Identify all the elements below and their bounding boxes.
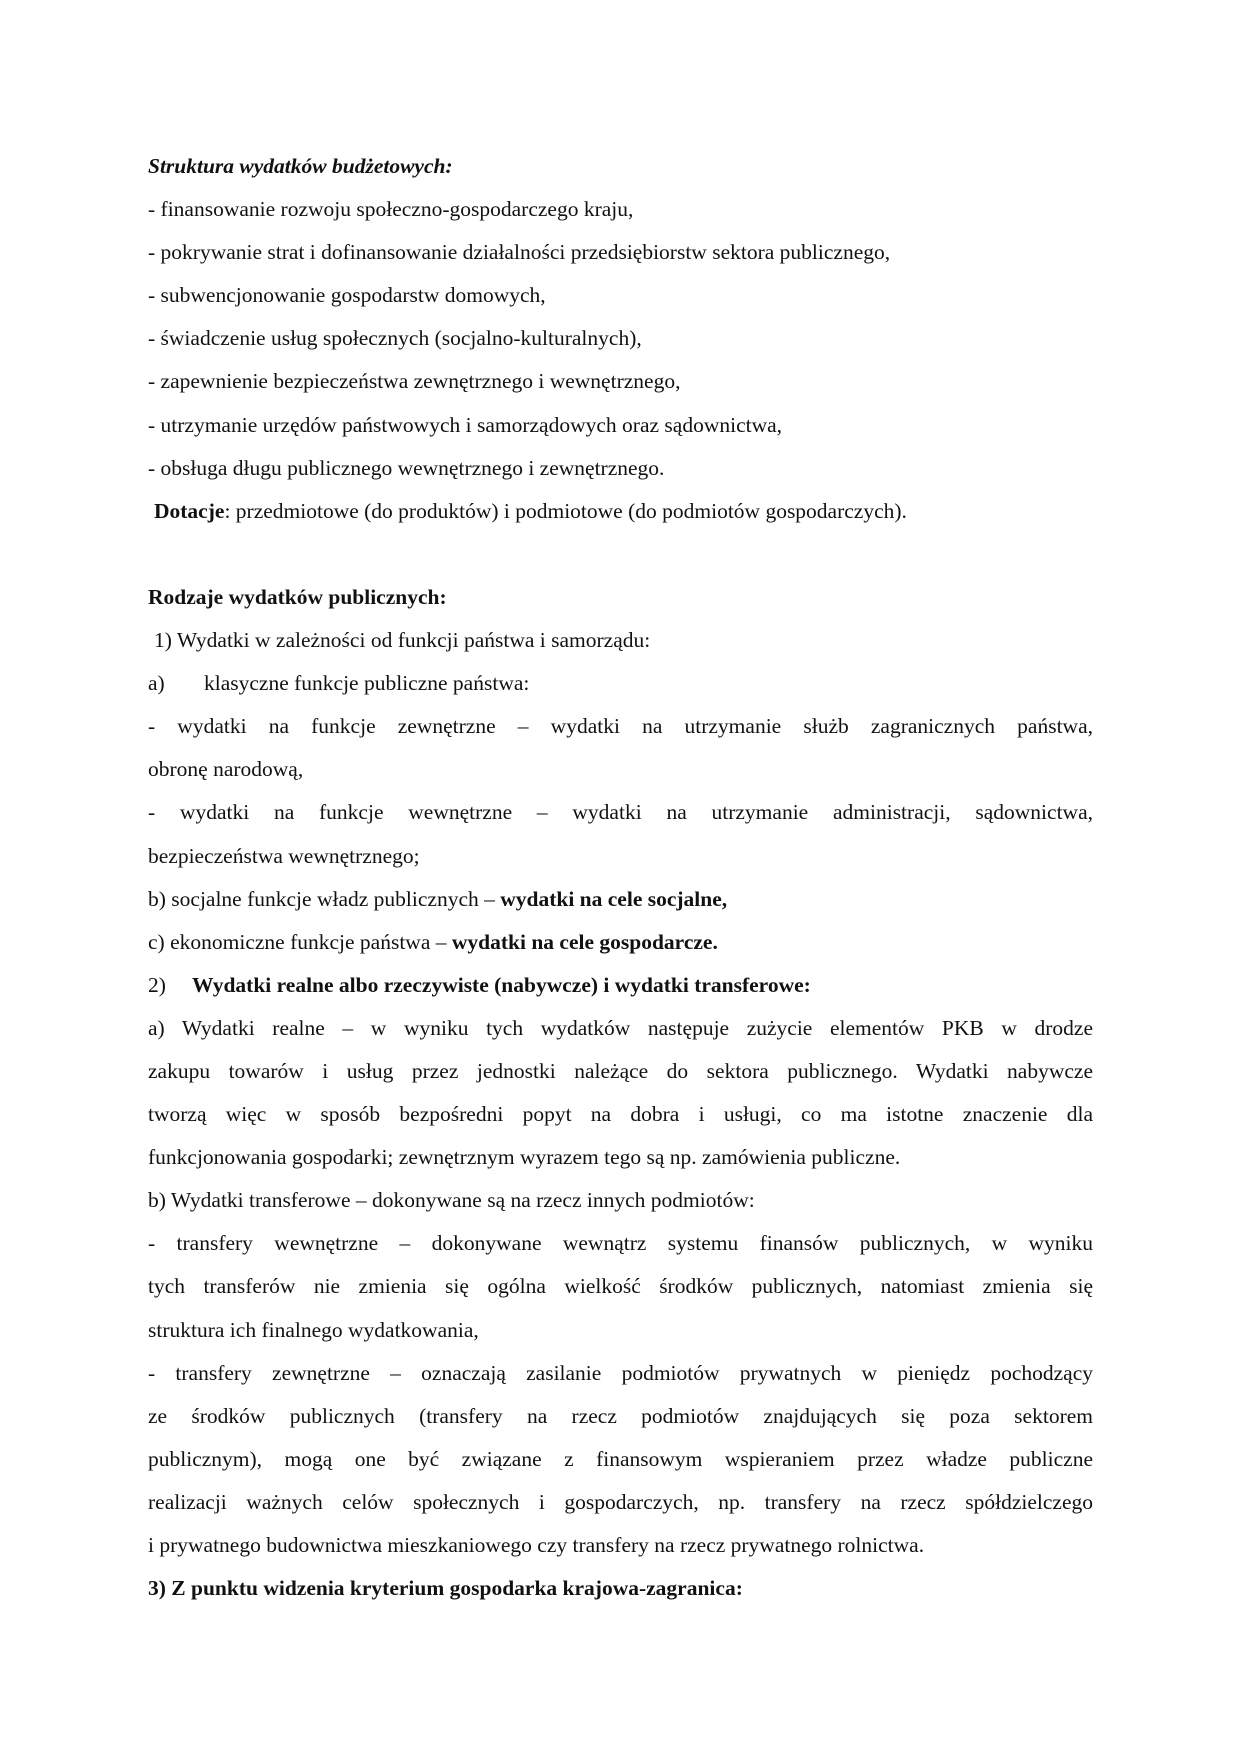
internal-transfers-line: tych transferów nie zmienia się ogólna wielkość środków publicznych, natomiast zmienia się — [148, 1274, 1093, 1299]
list-item: - zapewnienie bezpieczeństwa zewnętrznego i wewnętrznego, — [148, 369, 681, 394]
point-1: 1) Wydatki w zależności od funkcji państwa i samorządu: — [154, 628, 651, 653]
external-transfers-line: ze środków publicznych (transfery na rzecz podmiotów znajdujących się poza sektorem — [148, 1403, 1093, 1428]
list-item: - pokrywanie strat i dofinansowanie działalności przedsiębiorstw sektora publicznego, — [148, 240, 891, 265]
section-heading-struktura: Struktura wydatków budżetowych: — [148, 154, 453, 178]
dotacje-text: : przedmiotowe (do produktów) i podmiotowe (do podmiotów gospodarczych). — [224, 498, 907, 523]
external-transfers-line: i prywatnego budownictwa mieszkaniowego czy transfery na rzecz prywatnego rolnictwa. — [148, 1533, 925, 1557]
point-1b-bold: wydatki na cele socjalne, — [500, 886, 728, 911]
point-2-text: Wydatki realne albo rzeczywiste (nabywcze) i wydatki transferowe: — [192, 972, 811, 997]
external-functions-line2: obronę narodową, — [148, 757, 304, 782]
transfer-expenses-heading: b) Wydatki transferowe – dokonywane są na rzecz innych podmiotów: — [148, 1188, 755, 1213]
list-item: - obsługa długu publicznego wewnętrznego i zewnętrznego. — [148, 455, 665, 480]
dotacje-paragraph — [148, 490, 1093, 533]
section-heading-rodzaje: Rodzaje wydatków publicznych: — [148, 584, 447, 609]
point-1b — [148, 878, 1093, 921]
real-expenses-line: tworzą więc w sposób bezpośredni popyt na dobra i usługi, co ma istotne znaczenie dla — [148, 1102, 1093, 1127]
external-transfers-line: publicznym), mogą one być związane z finansowym wspieraniem przez władze publiczne — [148, 1446, 1093, 1471]
point-2 — [148, 964, 1093, 1007]
external-transfers-line: - transfery zewnętrzne – oznaczają zasilanie podmiotów prywatnych w pieniędz pochodzący — [148, 1360, 1093, 1385]
external-functions-line1: - wydatki na funkcje zewnętrzne – wydatki na utrzymanie służb zagranicznych państwa, — [148, 714, 1093, 739]
point-1a — [148, 662, 1093, 705]
real-expenses-line: funkcjonowania gospodarki; zewnętrznym wyrazem tego są np. zamówienia publiczne. — [148, 1145, 901, 1170]
internal-functions-line1: - wydatki na funkcje wewnętrzne – wydatki na utrzymanie administracji, sądownictwa, — [148, 800, 1093, 825]
document-page — [148, 145, 1093, 1610]
list-item: - świadczenie usług społecznych (socjalno-kulturalnych), — [148, 326, 642, 351]
point-1a-text: klasyczne funkcje publiczne państwa: — [204, 671, 530, 696]
point-1c — [148, 921, 1093, 964]
internal-functions-line2: bezpieczeństwa wewnętrznego; — [148, 843, 420, 868]
list-item: - subwencjonowanie gospodarstw domowych, — [148, 283, 546, 308]
point-1c-text: c) ekonomiczne funkcje państwa – — [148, 929, 452, 954]
point-1b-text: b) socjalne funkcje władz publicznych – — [148, 886, 501, 911]
point-2-label: 2) — [148, 972, 166, 997]
point-3: 3) Z punktu widzenia kryterium gospodarka krajowa-zagranica: — [148, 1576, 743, 1601]
internal-transfers-line: struktura ich finalnego wydatkowania, — [148, 1317, 479, 1342]
paragraph-gap — [148, 533, 1093, 576]
external-transfers-line: realizacji ważnych celów społecznych i gospodarczych, np. transfery na rzecz spółdzielczego — [148, 1489, 1093, 1514]
real-expenses-line: a) Wydatki realne – w wyniku tych wydatków następuje zużycie elementów PKB w drodze — [148, 1015, 1093, 1040]
internal-transfers-line: - transfery wewnętrzne – dokonywane wewnątrz systemu finansów publicznych, w wyniku — [148, 1231, 1093, 1256]
real-expenses-line: zakupu towarów i usług przez jednostki należące do sektora publicznego. Wydatki nabywcze — [148, 1058, 1093, 1083]
point-1a-label: a) — [148, 671, 165, 696]
list-item: - finansowanie rozwoju społeczno-gospodarczego kraju, — [148, 197, 634, 222]
dotacje-label: Dotacje — [154, 498, 225, 523]
point-1c-bold: wydatki na cele gospodarcze. — [451, 929, 718, 954]
list-item: - utrzymanie urzędów państwowych i samorządowych oraz sądownictwa, — [148, 412, 783, 437]
